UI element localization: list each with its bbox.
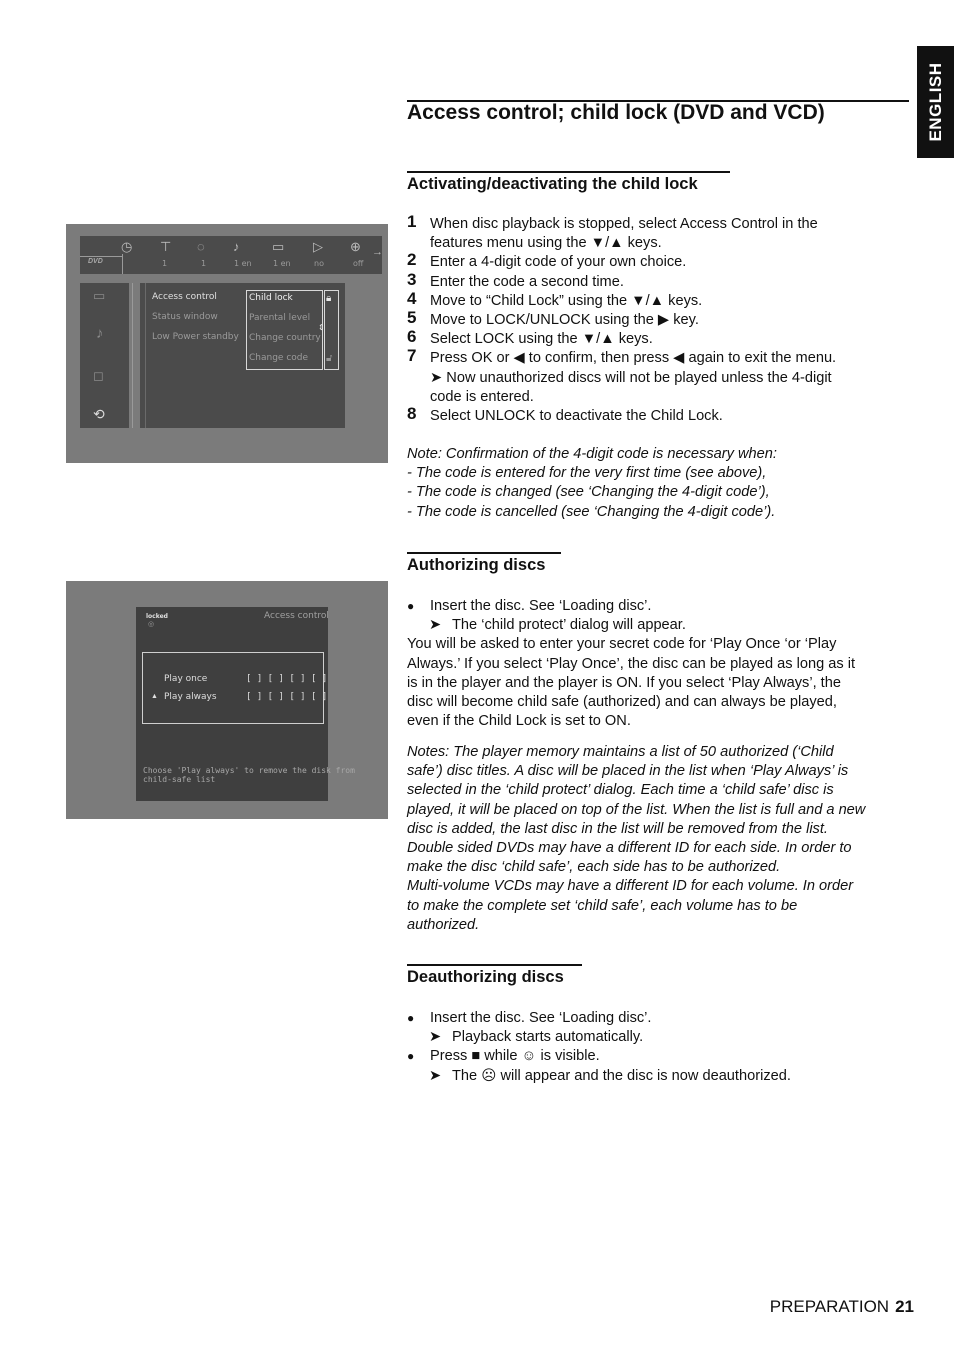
footer-section: PREPARATION <box>769 1297 890 1316</box>
note-line: played, it will be placed on top of the list. When the list is full and a new <box>407 801 866 818</box>
note-block <box>407 445 909 522</box>
step-item: 3 Enter the code a second time. <box>407 269 624 290</box>
submenu-item-change-country[interactable]: Change country <box>249 333 321 343</box>
page-title: Access control; child lock (DVD and VCD) <box>407 101 825 124</box>
language-tab <box>917 46 954 158</box>
menu-category-panel <box>80 283 129 428</box>
menu-bar <box>80 236 382 274</box>
chapter-icon: ◌ <box>197 239 205 254</box>
deauthorizing-body <box>407 1009 909 1086</box>
arrow-right-icon: → <box>372 246 383 258</box>
locked-status: locked <box>146 613 168 620</box>
bullet-icon: ● <box>407 1049 415 1064</box>
note-line: - The code is entered for the very first time (see above), <box>407 465 767 482</box>
lock-toggle[interactable] <box>318 290 339 370</box>
note-line: Notes: The player memory maintains a list of 50 authorized (‘Child <box>407 744 834 760</box>
picture-icon[interactable]: ▭ <box>93 288 106 303</box>
option-play-always[interactable]: Play always <box>164 692 217 702</box>
note-line: - The code is changed (see ‘Changing the 4-digit code’), <box>407 484 770 501</box>
angle-icon: ▷ <box>313 239 323 254</box>
zoom-icon: ⊕ <box>350 239 361 254</box>
menu-item-status-window[interactable]: Status window <box>152 312 218 322</box>
paragraph-line: is in the player and the player is ON. If you select ‘Play Always’, the <box>407 674 841 691</box>
panel-divider <box>132 283 133 428</box>
note-line: make the disc ‘child safe’, each side has to be authorized. <box>407 859 781 876</box>
option-play-once[interactable]: Play once <box>164 674 208 684</box>
audio-icon: ♪ <box>233 239 240 254</box>
arrow-icon: ➤ <box>429 617 442 634</box>
hint-text: child-safe list <box>143 775 216 784</box>
note-line: safe’) disc titles. A disc will be placed in the list when ‘Play Always’ is <box>407 763 849 780</box>
code-entry-play-once[interactable]: [ ] [ ] [ ] [ ] <box>246 674 328 684</box>
step-item: 6 Select LOCK using the ▼/▲ keys. <box>407 327 653 348</box>
section-rule <box>407 552 561 554</box>
menu-value: 1 en <box>234 259 252 268</box>
menu-divider <box>80 256 122 257</box>
child-protect-dialog <box>136 607 355 801</box>
note-line: Multi-volume VCDs may have a different ID for each volume. In order <box>407 878 854 895</box>
language-tab-label: ENGLISH <box>925 62 945 142</box>
step-item: 8 Select UNLOCK to deactivate the Child Lock. <box>407 404 723 425</box>
access-control-submenu <box>246 290 323 370</box>
menu-value: no <box>314 259 324 268</box>
bullet-icon: ● <box>407 1011 415 1025</box>
page-footer <box>770 1297 914 1317</box>
notes-block <box>407 743 917 935</box>
paragraph-line: You will be asked to enter your secret code for ‘Play Once ‘or ‘Play <box>407 636 837 653</box>
submenu-item-change-code[interactable]: Change code <box>249 353 309 363</box>
step-item: ➤ Now unauthorized discs will not be played unless the 4-digit <box>430 369 832 386</box>
title-icon: ⊤ <box>160 239 172 254</box>
up-down-arrows-icon: ⇕ <box>318 323 325 332</box>
clock-icon: ◷ <box>121 239 133 254</box>
note-line: selected in the ‘child protect’ dialog. Each time a ‘child safe’ disc is <box>407 782 834 799</box>
note-line: Double sided DVDs may have a different ID for each side. In order to <box>407 840 852 857</box>
menu-value: 1 en <box>273 259 291 268</box>
note-line: - The code is cancelled (see ‘Changing the 4-digit code’). <box>407 503 776 520</box>
arrow-icon: ➤ <box>429 1029 442 1046</box>
bullet-item: ● Press ■ while ☺ is visible. <box>407 1047 909 1066</box>
menu-value: 1 <box>162 259 168 268</box>
authorizing-body <box>407 597 909 731</box>
child-protect-screenshot <box>66 581 388 819</box>
step-item: 7 Press OK or ◀ to confirm, then press ◀ again to exit the menu. <box>407 346 837 367</box>
arrow-icon: ➤ <box>429 1067 442 1084</box>
features-icon[interactable]: ⟲ <box>93 406 105 422</box>
steps-list <box>407 212 909 426</box>
menu-divider <box>122 254 123 274</box>
section-heading-activating: Activating/deactivating the child lock <box>407 175 698 193</box>
code-entry-play-always[interactable]: [ ] [ ] [ ] [ ] <box>246 692 328 702</box>
page-number: 21 <box>895 1297 914 1316</box>
panel-divider <box>145 283 146 428</box>
section-heading-authorizing: Authorizing discs <box>407 556 546 574</box>
features-menu-screenshot <box>66 224 388 463</box>
bullet-item: ● Insert the disc. See ‘Loading disc’. <box>407 597 909 616</box>
menu-item-access-control[interactable]: Access control <box>152 292 217 302</box>
menu-item-low-power-standby[interactable]: Low Power standby <box>152 332 239 342</box>
arrow-note: ➤ The ☹ will appear and the disc is now deauthorized. <box>407 1067 909 1086</box>
step-item: 1 When disc playback is stopped, select Access Control in the <box>407 212 818 232</box>
hint-text: Choose 'Play always' to remove the disk from <box>143 766 355 775</box>
step-item: 5 Move to LOCK/UNLOCK using the ▶ key. <box>407 308 699 329</box>
step-item: 4 Move to “Child Lock” using the ▼/▲ keys. <box>407 288 703 309</box>
paragraph-line: disc will become child safe (authorized) and can always be played, <box>407 694 837 711</box>
submenu-item-parental-level[interactable]: Parental level <box>249 313 311 323</box>
disc-icon: ◎ <box>148 621 155 628</box>
bullet-item: ● Insert the disc. See ‘Loading disc’. <box>407 1009 909 1028</box>
menu-value: 1 <box>201 259 207 268</box>
arrow-note: ➤ The ‘child protect’ dialog will appear. <box>407 616 909 635</box>
section-rule <box>407 964 582 966</box>
menu-value: off <box>353 259 364 268</box>
dialog-header: Access control <box>264 611 329 621</box>
speech-bubble-icon[interactable]: ◻ <box>93 368 104 383</box>
selection-arrow-icon: ▲ <box>151 693 158 700</box>
section-rule <box>407 171 730 173</box>
lock-icon: 🔒︎ <box>326 293 332 304</box>
step-item: features menu using the ▼/▲ keys. <box>430 235 662 252</box>
play-options-box <box>142 652 328 724</box>
submenu-item-child-lock[interactable]: Child lock <box>249 293 293 303</box>
note-line: Note: Confirmation of the 4-digit code is necessary when: <box>407 446 777 462</box>
music-icon[interactable]: ♪ <box>96 325 104 342</box>
bullet-icon: ● <box>407 599 415 613</box>
section-heading-deauthorizing: Deauthorizing discs <box>407 968 564 986</box>
paragraph-line: even if the Child Lock is set to ON. <box>407 713 631 730</box>
dvd-badge: DVD <box>88 258 103 265</box>
step-item: 2 Enter a 4-digit code of your own choice. <box>407 250 687 271</box>
step-item: code is entered. <box>430 388 534 405</box>
note-line: to make the complete set ‘child safe’, each volume has to be <box>407 897 798 914</box>
unlock-icon: 🔓︎ <box>326 353 333 364</box>
subtitle-icon: ▭ <box>272 239 285 254</box>
note-line: disc is added, the last disc in the list will be removed from the list. <box>407 820 828 837</box>
arrow-note: ➤ Playback starts automatically. <box>407 1028 909 1047</box>
note-line: authorized. <box>407 916 480 933</box>
paragraph-line: Always.’ If you select ‘Play Once’, the disc can be played as long as it <box>407 655 856 672</box>
